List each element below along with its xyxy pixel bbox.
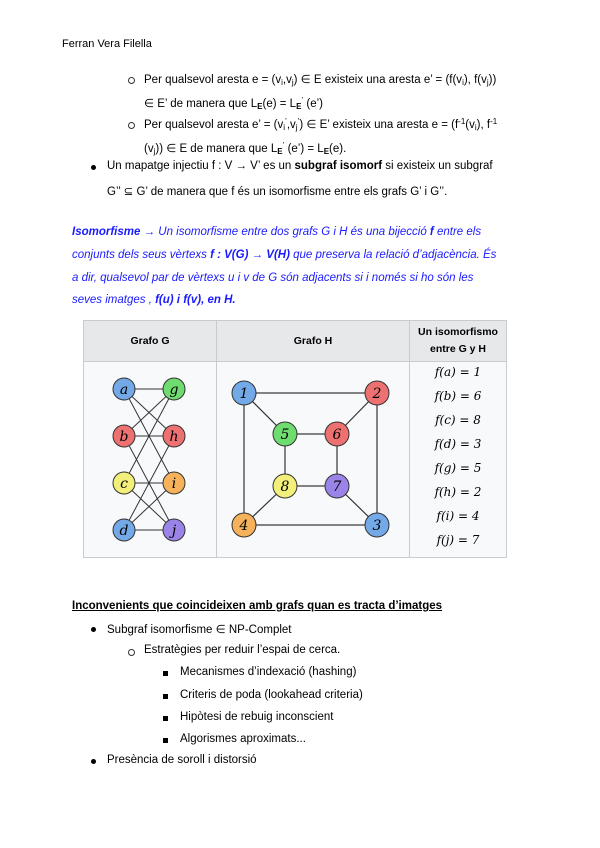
list-item: Mecanismes d’indexació (hashing) [180,666,357,678]
hollow-bullet-icon [128,77,135,84]
label-h: h [169,429,179,445]
mapping-row: f(h) = 2 [434,485,482,499]
label-8: 8 [280,479,290,495]
hollow-bullet-icon [128,122,135,129]
isomorphism-table [83,320,507,558]
square-bullet-icon [163,671,168,676]
author-name: Ferran Vera Filella [62,38,152,50]
sub-bullet-1-line-2: ∈ E’ de manera que $L_E(e) = L_E^’$ (e’) [144,96,324,111]
label-6: 6 [332,427,342,443]
square-bullet-icon [163,694,168,699]
sub-bullet-2-line-2: $(v_j)$) ∈ E de manera que $L_E^’$ (e’) = $L_E(e)$. [144,141,347,156]
header-graph-g: Grafo G [84,321,216,361]
list-item: Presència de soroll i distorsió [107,754,257,766]
label-1: 1 [239,386,249,402]
sub-bullet-1-line-1: Per qualsevol aresta $e = (v_i,v_j)$ ∈ E existeix una aresta e’ = ($f(v_i)$, $f(v_j)$) [144,74,497,87]
bullet-icon [91,165,96,170]
mapping-row: f(i) = 4 [436,509,480,523]
definition-line-2: conjunts dels seus vèrtexs f : V(G) → V(H) que preserva la relació d’adjacència. És [72,249,497,261]
list-item: Estratègies per reduir l’espai de cerca. [144,644,341,656]
list-item: Subgraf isomorfisme ∈ NP-Complet [107,624,292,636]
label-i: i [171,476,177,492]
definition-line-3: a dir, qualsevol par de vèrtexs u i v de G són adjacents si i només si ho són les [72,272,474,284]
label-b: b [119,429,129,445]
label-4: 4 [239,518,249,534]
label-j: j [171,523,177,539]
list-item: Criteris de poda (lookahead criteria) [180,689,363,701]
square-bullet-icon [163,738,168,743]
graph-h-diagram [217,362,409,557]
label-a: a [119,382,129,398]
label-3: 3 [372,518,382,534]
section-heading: Inconvenients que coincideixen amb grafs quan es tracta d’imatges [72,600,443,612]
bullet-icon [91,759,96,764]
mapping-row: f(d) = 3 [434,437,482,451]
mapping-row: f(c) = 8 [435,413,481,427]
hollow-bullet-icon [128,649,135,656]
sub-bullet-2-line-1: Per qualsevol aresta e’ = $(v_i^’,v_j^’)$ ∈ E’ existeix una aresta $e = (f^{-1}(v_i)$, $f^{-1}$ [144,117,498,132]
mapping-row: f(a) = 1 [434,365,482,379]
label-c: c [120,476,128,492]
main-bullet-line-1: Un mapatge injectiu f : V → V’ es un subgraf isomorf si existeix un subgraf [107,160,493,172]
definition-line-1: Isomorfisme → Un isomorfisme entre dos grafs G i H és una bijecció f entre els [72,226,482,238]
label-g: g [169,382,179,398]
header-mapping: Un isomorfismo entre G y H [410,321,506,361]
label-2: 2 [372,386,382,402]
list-item: Hipòtesi de rebuig inconscient [180,711,334,723]
definition-line-4: seves imatges , f(u) i f(v), en H. [72,294,236,306]
graph-g-diagram [84,362,216,557]
mapping-row: f(j) = 7 [436,533,480,547]
mapping-row: f(g) = 5 [434,461,482,475]
mapping-row: f(b) = 6 [434,389,482,403]
label-5: 5 [280,427,290,443]
header-graph-h: Grafo H [217,321,409,361]
bullet-icon [91,627,96,632]
square-bullet-icon [163,716,168,721]
main-bullet-line-2: G’’ ⊆ G’ de manera que f és un isomorfisme entre els grafs G’ i G’’. [107,186,448,198]
list-item: Algorismes aproximats... [180,733,306,745]
label-7: 7 [332,479,342,495]
label-d: d [119,523,129,539]
